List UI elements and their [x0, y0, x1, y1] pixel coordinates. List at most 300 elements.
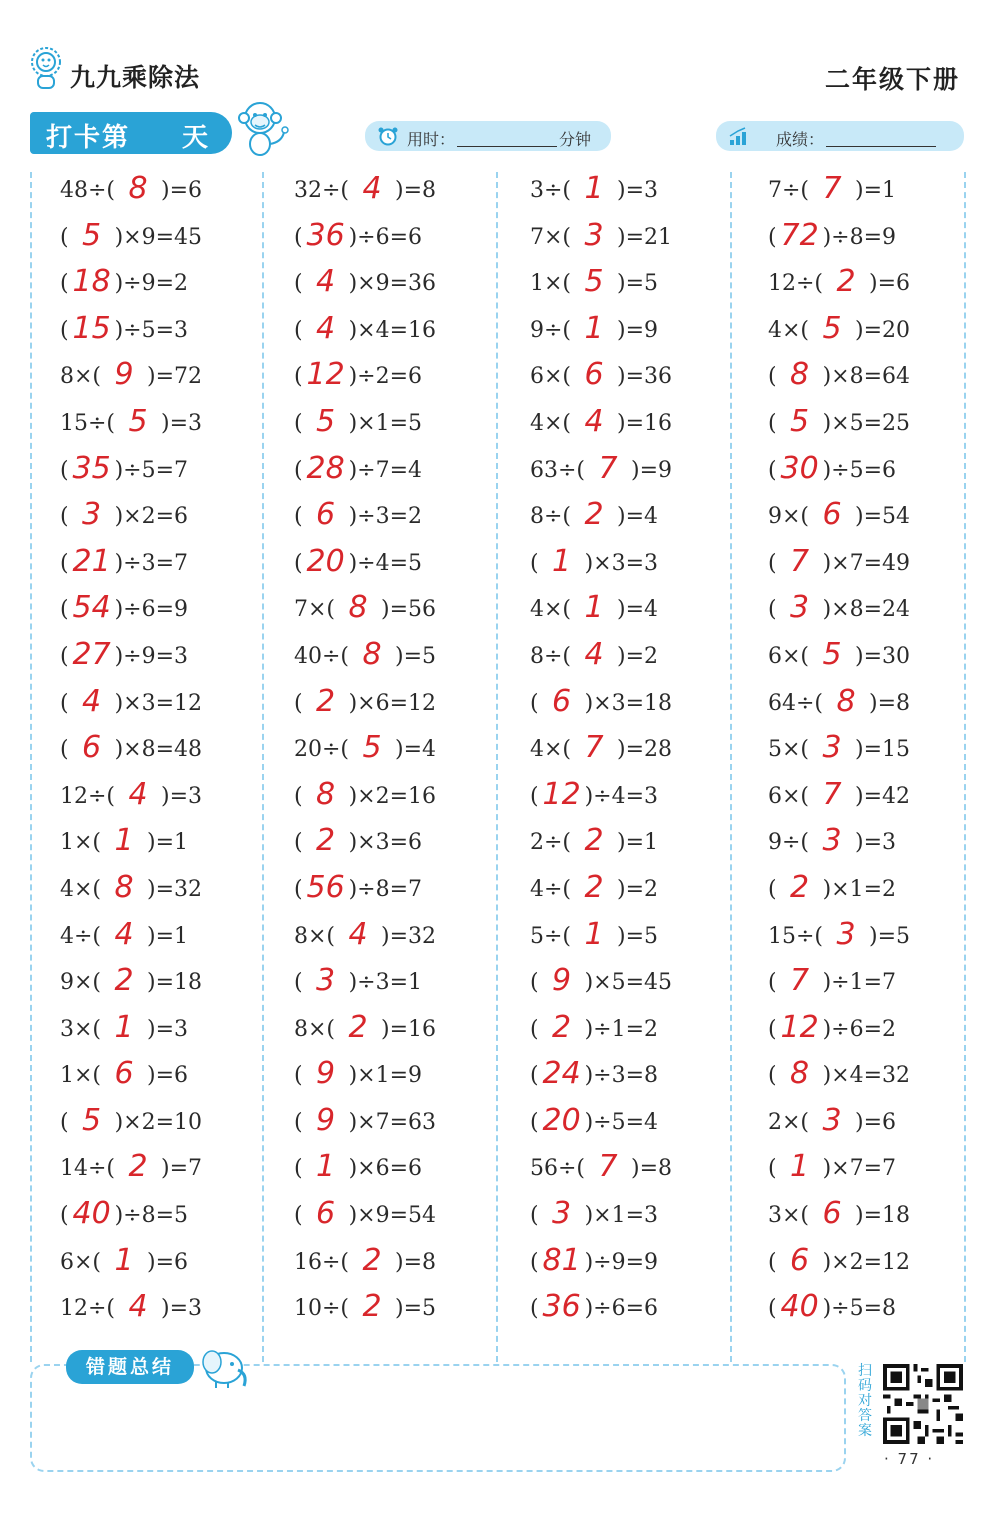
equation-prefix: 4×( [530, 737, 572, 763]
equation-prefix: 6×( [768, 783, 810, 809]
equation-suffix: )÷4=3 [584, 783, 659, 809]
answer-blank[interactable]: 6 [790, 1242, 810, 1278]
exercise-row [294, 587, 514, 634]
answer-blank[interactable]: 4 [316, 310, 336, 346]
exercise-row [530, 1146, 750, 1193]
answer-blank[interactable]: 2 [114, 963, 134, 999]
equation-prefix: 4×( [530, 597, 572, 623]
answer-blank[interactable]: 8 [114, 869, 134, 905]
exercise-row [60, 634, 280, 681]
lion-logo-icon [28, 46, 64, 92]
exercise-row [294, 914, 514, 961]
qr-code-icon[interactable] [881, 1364, 965, 1444]
equation-prefix: 5×( [768, 737, 810, 763]
answer-blank[interactable]: 6 [316, 1196, 336, 1232]
exercise-row [530, 727, 750, 774]
answer-blank[interactable]: 1 [114, 1009, 134, 1045]
equation-prefix: 8×( [294, 923, 336, 949]
equation-prefix: 3×( [768, 1203, 810, 1229]
exercise-row [768, 168, 988, 215]
equation-suffix: )÷9=2 [114, 271, 189, 297]
equation-suffix: )=3 [161, 410, 203, 436]
error-summary-tag: 错题总结 [66, 1350, 194, 1384]
exercise-row [294, 308, 514, 355]
equation-prefix: 1×( [60, 1063, 102, 1089]
equation-suffix: )=8 [395, 178, 437, 203]
exercise-row [60, 448, 280, 495]
exercise-row [294, 215, 514, 262]
equation-suffix: )×2=12 [822, 1249, 911, 1275]
answer-blank[interactable]: 6 [822, 497, 842, 533]
exercise-column-1 [60, 168, 280, 1333]
equation-prefix: 12÷( [60, 1296, 116, 1322]
answer-blank[interactable]: 5 [82, 217, 102, 253]
answer-blank[interactable]: 72 [780, 217, 819, 253]
exercise-row [768, 681, 988, 728]
exercise-row [768, 215, 988, 262]
equation-suffix: )=6 [161, 178, 203, 203]
answer-blank[interactable]: 2 [316, 683, 336, 719]
equation-prefix: ( [530, 550, 539, 576]
answer-blank[interactable]: 4 [128, 776, 148, 812]
exercise-row [768, 261, 988, 308]
answer-blank[interactable]: 56 [306, 869, 345, 905]
score-blank[interactable] [826, 146, 936, 147]
equation-prefix: ( [768, 1249, 777, 1275]
answer-blank[interactable]: 3 [552, 1196, 572, 1232]
exercise-row [768, 727, 988, 774]
answer-blank[interactable]: 3 [836, 916, 856, 952]
answer-blank[interactable]: 4 [584, 403, 604, 439]
equation-prefix: ( [60, 504, 69, 530]
equation-prefix: 2×( [768, 1109, 810, 1135]
equation-suffix: )×4=32 [822, 1063, 911, 1089]
equation-prefix: 12÷( [768, 271, 824, 297]
equation-prefix: 16÷( [294, 1249, 350, 1275]
answer-blank[interactable]: 5 [82, 1102, 102, 1138]
exercise-row [768, 354, 988, 401]
alarm-clock-icon [377, 126, 399, 146]
exercise-row [294, 261, 514, 308]
answer-blank[interactable]: 7 [598, 450, 618, 486]
answer-blank[interactable]: 28 [306, 450, 345, 486]
time-field [365, 121, 611, 151]
exercise-row [530, 401, 750, 448]
equation-prefix: 32÷( [294, 178, 350, 203]
answer-blank[interactable]: 9 [552, 963, 572, 999]
equation-suffix: )=3 [855, 830, 897, 856]
answer-blank[interactable]: 4 [114, 916, 134, 952]
equation-prefix: ( [768, 1156, 777, 1182]
answer-blank[interactable]: 8 [316, 776, 336, 812]
answer-blank[interactable]: 2 [584, 823, 604, 859]
equation-suffix: )÷5=7 [114, 457, 189, 483]
equation-suffix: )÷6=6 [348, 224, 423, 250]
equation-suffix: )÷6=9 [114, 597, 189, 623]
equation-prefix: ( [768, 410, 777, 436]
exercise-row [60, 215, 280, 262]
exercise-row [530, 1053, 750, 1100]
exercise-row [768, 1007, 988, 1054]
equation-suffix: )=4 [617, 597, 659, 623]
answer-blank[interactable]: 1 [316, 1149, 336, 1185]
equation-suffix: )=6 [147, 1249, 189, 1275]
equation-suffix: )=18 [147, 970, 203, 996]
equation-prefix: ( [60, 271, 69, 297]
answer-blank[interactable]: 7 [790, 963, 810, 999]
answer-blank[interactable]: 54 [72, 590, 111, 626]
exercise-row [768, 634, 988, 681]
answer-blank[interactable]: 18 [72, 264, 111, 300]
equation-suffix: )=15 [855, 737, 911, 763]
equation-prefix: 1×( [60, 830, 102, 856]
exercise-row [60, 541, 280, 588]
answer-blank[interactable]: 1 [114, 1242, 134, 1278]
answer-blank[interactable]: 7 [598, 1149, 618, 1185]
exercise-row [294, 494, 514, 541]
answer-blank[interactable]: 7 [790, 543, 810, 579]
answer-blank[interactable]: 3 [822, 823, 842, 859]
answer-blank[interactable]: 3 [82, 497, 102, 533]
equation-suffix: )×7=7 [822, 1156, 897, 1182]
equation-suffix: )÷1=7 [822, 970, 897, 996]
answer-blank[interactable]: 6 [584, 357, 604, 393]
equation-prefix: 8÷( [530, 504, 572, 530]
equation-prefix: 7×( [530, 224, 572, 250]
equation-prefix: ( [294, 457, 303, 483]
equation-suffix: )=4 [617, 504, 659, 530]
answer-blank[interactable]: 4 [362, 171, 382, 206]
answer-blank[interactable]: 8 [790, 357, 810, 393]
exercise-row [60, 727, 280, 774]
equation-prefix: ( [768, 550, 777, 576]
equation-suffix: )÷3=2 [348, 504, 423, 530]
page-number: · 77 · [884, 1450, 935, 1468]
equation-prefix: 3×( [60, 1016, 102, 1042]
exercise-row [768, 867, 988, 914]
equation-prefix: 4×( [530, 410, 572, 436]
equation-suffix: )=1 [855, 178, 897, 203]
exercise-row [530, 1193, 750, 1240]
answer-blank[interactable]: 5 [316, 403, 336, 439]
answer-blank[interactable]: 5 [128, 403, 148, 439]
equation-prefix: 15÷( [768, 923, 824, 949]
answer-blank[interactable]: 9 [114, 357, 134, 393]
equation-prefix: ( [294, 876, 303, 902]
equation-suffix: )=6 [147, 1063, 189, 1089]
answer-blank[interactable]: 4 [584, 636, 604, 672]
exercise-row [294, 1193, 514, 1240]
exercise-row [530, 587, 750, 634]
exercise-row [60, 1193, 280, 1240]
answer-blank[interactable]: 5 [584, 264, 604, 300]
answer-blank[interactable]: 3 [822, 730, 842, 766]
answer-blank[interactable]: 6 [82, 730, 102, 766]
answer-blank[interactable]: 3 [790, 590, 810, 626]
equation-suffix: )=8 [395, 1249, 437, 1275]
equation-prefix: 20÷( [294, 737, 350, 763]
equation-prefix: ( [768, 1016, 777, 1042]
equation-suffix: )×6=12 [348, 690, 437, 716]
exercise-row [768, 774, 988, 821]
equation-prefix: ( [60, 1109, 69, 1135]
answer-blank[interactable]: 15 [72, 310, 111, 346]
exercise-row [60, 401, 280, 448]
exercise-row [294, 1053, 514, 1100]
answer-blank[interactable]: 20 [306, 543, 345, 579]
answer-blank[interactable]: 3 [316, 963, 336, 999]
equation-prefix: ( [768, 224, 777, 250]
answer-blank[interactable]: 4 [128, 1289, 148, 1325]
answer-blank[interactable]: 2 [362, 1242, 382, 1278]
exercise-row [294, 168, 514, 215]
answer-blank[interactable]: 35 [72, 450, 111, 486]
exercise-row [60, 1286, 280, 1333]
exercise-row [60, 1240, 280, 1287]
equation-suffix: )÷1=2 [584, 1016, 659, 1042]
equation-suffix: )÷6=6 [584, 1296, 659, 1322]
answer-blank[interactable]: 2 [362, 1289, 382, 1325]
exercise-row [294, 401, 514, 448]
equation-prefix: 9×( [768, 504, 810, 530]
equation-prefix: ( [294, 224, 303, 250]
answer-blank[interactable]: 6 [316, 497, 336, 533]
answer-blank[interactable]: 1 [584, 916, 604, 952]
time-label: 用时： [407, 130, 456, 149]
exercise-row [768, 914, 988, 961]
answer-blank[interactable]: 6 [114, 1056, 134, 1092]
equation-suffix: )÷8=7 [348, 876, 423, 902]
equation-suffix: )=2 [617, 643, 659, 669]
answer-blank[interactable]: 8 [128, 171, 148, 206]
equation-prefix: 4×( [768, 317, 810, 343]
exercise-row [530, 354, 750, 401]
equation-suffix: )=18 [855, 1203, 911, 1229]
equation-prefix: ( [530, 970, 539, 996]
equation-prefix: ( [294, 783, 303, 809]
exercise-row [768, 587, 988, 634]
equation-suffix: )=6 [869, 271, 911, 297]
exercise-row [294, 448, 514, 495]
answer-blank[interactable]: 12 [780, 1009, 819, 1045]
equation-suffix: )×9=45 [114, 224, 203, 250]
answer-blank[interactable]: 8 [348, 590, 368, 626]
grade-label: 二年级下册 [824, 65, 960, 94]
banner-suffix: 天 [182, 123, 209, 153]
exercise-row [294, 1007, 514, 1054]
equation-suffix: )×2=10 [114, 1109, 203, 1135]
answer-blank[interactable]: 8 [790, 1056, 810, 1092]
exercise-row [768, 1240, 988, 1287]
equation-prefix: ( [294, 271, 303, 297]
equation-prefix: ( [294, 504, 303, 530]
answer-blank[interactable]: 1 [114, 823, 134, 859]
equation-prefix: ( [530, 1016, 539, 1042]
equation-suffix: )=6 [855, 1109, 897, 1135]
equation-prefix: ( [768, 970, 777, 996]
exercise-row [294, 354, 514, 401]
exercise-row [768, 401, 988, 448]
answer-blank[interactable]: 2 [790, 869, 810, 905]
equation-suffix: )×7=49 [822, 550, 911, 576]
equation-suffix: )=1 [147, 923, 189, 949]
exercise-row [294, 1146, 514, 1193]
time-blank[interactable] [457, 146, 557, 147]
equation-prefix: ( [60, 597, 69, 623]
answer-blank[interactable]: 27 [72, 636, 111, 672]
answer-blank[interactable]: 5 [790, 403, 810, 439]
qr-label: 扫码对答案 [858, 1363, 872, 1439]
equation-suffix: )×1=5 [348, 410, 423, 436]
column-border-left [30, 172, 32, 1362]
equation-suffix: )×8=24 [822, 597, 911, 623]
exercise-row [60, 354, 280, 401]
equation-prefix: ( [294, 364, 303, 390]
exercise-row [294, 681, 514, 728]
equation-suffix: )÷5=4 [584, 1109, 659, 1135]
equation-suffix: )÷5=6 [822, 457, 897, 483]
answer-blank[interactable]: 1 [584, 590, 604, 626]
exercise-row [294, 727, 514, 774]
answer-blank[interactable]: 20 [542, 1102, 581, 1138]
equation-suffix: )=32 [147, 876, 203, 902]
exercise-row [530, 494, 750, 541]
answer-blank[interactable]: 2 [128, 1149, 148, 1185]
answer-blank[interactable]: 6 [822, 1196, 842, 1232]
answer-blank[interactable]: 7 [584, 730, 604, 766]
equation-prefix: 9×( [60, 970, 102, 996]
answer-blank[interactable]: 40 [780, 1289, 819, 1325]
equation-suffix: )÷4=5 [348, 550, 423, 576]
answer-blank[interactable]: 1 [790, 1149, 810, 1185]
answer-blank[interactable]: 6 [552, 683, 572, 719]
answer-blank[interactable]: 81 [542, 1242, 581, 1278]
equation-suffix: )×1=2 [822, 876, 897, 902]
monkey-icon [230, 98, 292, 158]
equation-prefix: 64÷( [768, 690, 824, 716]
equation-suffix: )=32 [381, 923, 437, 949]
equation-suffix: )×3=18 [584, 690, 673, 716]
equation-suffix: )×3=3 [584, 550, 659, 576]
answer-blank[interactable]: 2 [836, 264, 856, 300]
exercise-row [530, 774, 750, 821]
answer-blank[interactable]: 36 [306, 217, 345, 253]
exercise-row [294, 541, 514, 588]
equation-suffix: )=4 [395, 737, 437, 763]
exercise-row [768, 308, 988, 355]
exercise-row [60, 587, 280, 634]
equation-prefix: ( [294, 690, 303, 716]
equation-suffix: )÷7=4 [348, 457, 423, 483]
answer-blank[interactable]: 5 [822, 310, 842, 346]
exercise-row [294, 820, 514, 867]
answer-blank[interactable]: 2 [348, 1009, 368, 1045]
answer-blank[interactable]: 7 [822, 171, 842, 206]
equation-prefix: ( [530, 783, 539, 809]
exercise-row [530, 960, 750, 1007]
answer-blank[interactable]: 9 [316, 1056, 336, 1092]
exercise-row [60, 867, 280, 914]
answer-blank[interactable]: 5 [362, 730, 382, 766]
equation-suffix: )÷3=7 [114, 550, 189, 576]
answer-blank[interactable]: 1 [584, 310, 604, 346]
equation-prefix: 10÷( [294, 1296, 350, 1322]
equation-suffix: )=5 [869, 923, 911, 949]
answer-blank[interactable]: 12 [306, 357, 345, 393]
answer-blank[interactable]: 2 [584, 869, 604, 905]
answer-blank[interactable]: 3 [584, 217, 604, 253]
equation-suffix: )×5=25 [822, 410, 911, 436]
answer-blank[interactable]: 2 [584, 497, 604, 533]
answer-blank[interactable]: 12 [542, 776, 581, 812]
equation-prefix: 7÷( [768, 178, 810, 203]
answer-blank[interactable]: 4 [82, 683, 102, 719]
equation-suffix: )=1 [617, 830, 659, 856]
equation-suffix: )÷2=6 [348, 364, 423, 390]
equation-prefix: ( [768, 1296, 777, 1322]
answer-blank[interactable]: 3 [822, 1102, 842, 1138]
exercise-row [60, 774, 280, 821]
equation-prefix: ( [60, 737, 69, 763]
exercise-row [768, 960, 988, 1007]
answer-blank[interactable]: 36 [542, 1289, 581, 1325]
equation-prefix: 3÷( [530, 178, 572, 203]
equation-suffix: )×3=12 [114, 690, 203, 716]
answer-blank[interactable]: 2 [552, 1009, 572, 1045]
equation-prefix: ( [60, 317, 69, 343]
equation-prefix: ( [60, 457, 69, 483]
equation-suffix: )=16 [381, 1016, 437, 1042]
answer-blank[interactable]: 1 [552, 543, 572, 579]
equation-suffix: )÷5=3 [114, 317, 189, 343]
exercise-row [530, 448, 750, 495]
check-in-banner [30, 112, 232, 154]
answer-blank[interactable]: 1 [584, 171, 604, 206]
equation-prefix: ( [530, 690, 539, 716]
equation-suffix: )=8 [631, 1156, 673, 1182]
answer-blank[interactable]: 7 [822, 776, 842, 812]
answer-blank[interactable]: 8 [362, 636, 382, 672]
equation-suffix: )=8 [869, 690, 911, 716]
answer-blank[interactable]: 40 [72, 1196, 111, 1232]
equation-prefix: ( [60, 1203, 69, 1229]
exercise-row [768, 1286, 988, 1333]
answer-blank[interactable]: 9 [316, 1102, 336, 1138]
equation-suffix: )=42 [855, 783, 911, 809]
score-chart-icon [728, 126, 750, 146]
answer-blank[interactable]: 8 [836, 683, 856, 719]
elephant-icon [194, 1344, 252, 1390]
page-title: 九九乘除法 [70, 63, 201, 92]
equation-suffix: )×9=54 [348, 1203, 437, 1229]
answer-blank[interactable]: 2 [316, 823, 336, 859]
equation-prefix: ( [294, 1063, 303, 1089]
exercise-row [294, 1286, 514, 1333]
banner-prefix: 打卡第 [46, 123, 131, 153]
answer-blank[interactable]: 4 [348, 916, 368, 952]
equation-suffix: )=5 [395, 1296, 437, 1322]
time-unit: 分钟 [559, 130, 592, 149]
answer-blank[interactable]: 30 [780, 450, 819, 486]
answer-blank[interactable]: 24 [542, 1056, 581, 1092]
equation-suffix: )÷9=9 [584, 1249, 659, 1275]
answer-blank[interactable]: 21 [72, 543, 111, 579]
exercise-row [530, 541, 750, 588]
equation-prefix: 4×( [60, 876, 102, 902]
answer-blank[interactable]: 5 [822, 636, 842, 672]
answer-blank[interactable]: 4 [316, 264, 336, 300]
equation-suffix: )÷6=2 [822, 1016, 897, 1042]
